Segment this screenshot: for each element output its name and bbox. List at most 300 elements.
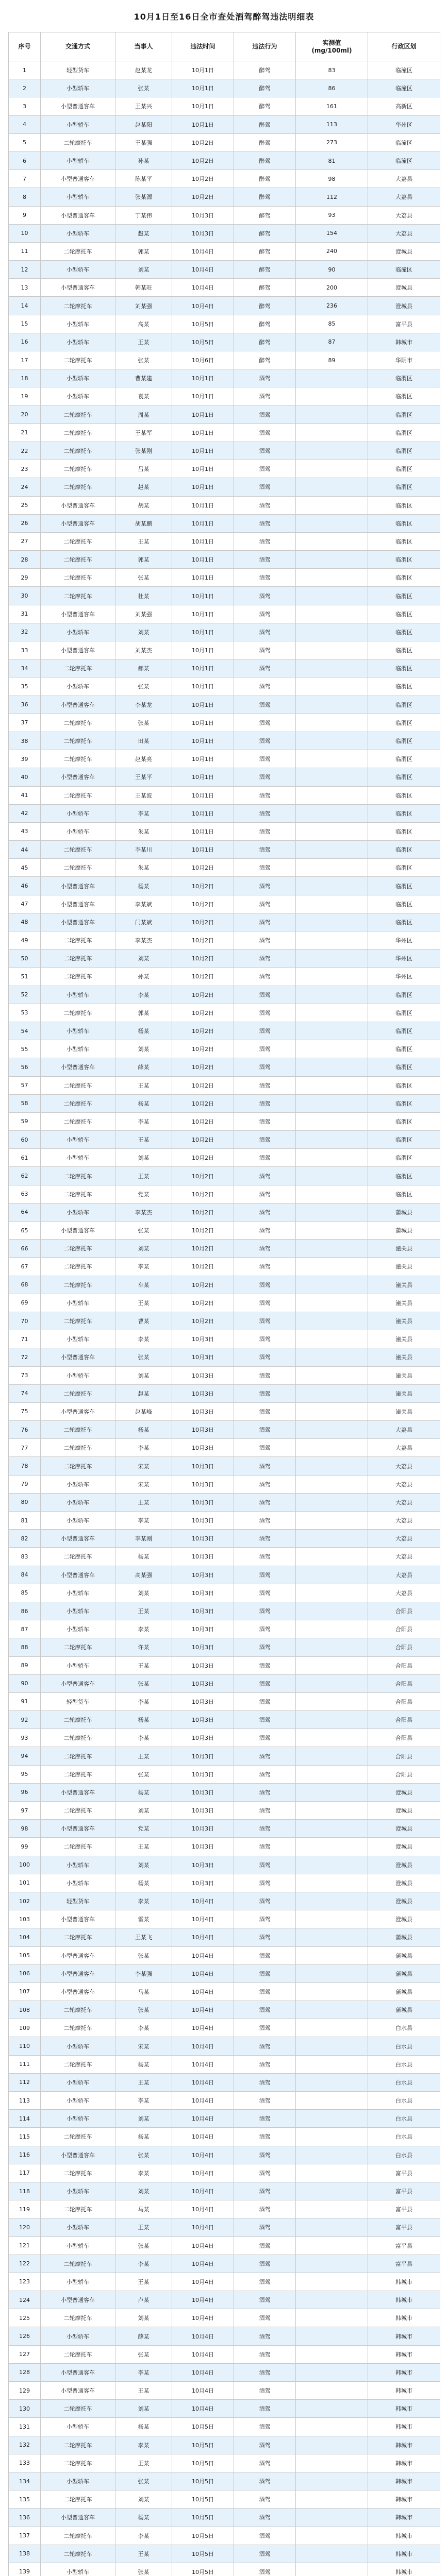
cell-vehicle-type: 小型轿车 [41,315,115,333]
cell-vehicle-type: 小型普通客车 [41,496,115,514]
table-row [9,478,440,496]
cell-district: 临渭区 [368,496,440,514]
cell-index: 99 [9,1838,41,1856]
cell-index: 48 [9,913,41,931]
cell-vehicle-type: 小型轿车 [41,387,115,405]
table-row [9,1802,440,1820]
cell-measured-value [296,768,368,786]
cell-vehicle-type: 小型普通客车 [41,1982,115,2001]
cell-vehicle-type: 二轮摩托车 [41,405,115,423]
cell-violation-time: 10月1日 [172,750,234,768]
cell-violation-time: 10月5日 [172,2472,234,2490]
cell-violation-act: 酒驾 [234,2327,296,2345]
cell-measured-value: 112 [296,188,368,206]
cell-violation-act: 酒驾 [234,750,296,768]
cell-district: 白水县 [368,2019,440,2037]
cell-district: 潼关县 [368,1240,440,1258]
cell-violation-act: 醉驾 [234,79,296,97]
cell-measured-value [296,405,368,423]
cell-violation-act: 酒驾 [234,1548,296,1566]
cell-vehicle-type: 二轮摩托车 [41,1276,115,1294]
cell-violation-time: 10月3日 [172,1330,234,1348]
cell-vehicle-type: 小型普通客车 [41,1910,115,1928]
cell-violation-act: 酒驾 [234,1112,296,1130]
cell-district: 临渭区 [368,423,440,442]
cell-party: 李某 [115,2255,172,2273]
cell-index: 35 [9,677,41,696]
cell-index: 98 [9,1820,41,1838]
cell-district: 澄城县 [368,1874,440,1892]
cell-violation-act: 酒驾 [234,1512,296,1530]
cell-measured-value [296,2563,368,2576]
cell-district: 蒲城县 [368,1928,440,1946]
cell-index: 103 [9,1910,41,1928]
cell-party: 李某 [115,1258,172,1276]
cell-violation-time: 10月4日 [172,2110,234,2128]
header-measured-value-text: 实测值 (mg/100ml) [311,39,352,54]
cell-party: 朱某 [115,822,172,840]
cell-violation-time: 10月3日 [172,1348,234,1366]
cell-measured-value [296,1457,368,1475]
cell-district: 富平县 [368,2164,440,2182]
cell-index: 101 [9,1874,41,1892]
cell-vehicle-type: 二轮摩托车 [41,551,115,569]
cell-measured-value: 236 [296,297,368,315]
cell-violation-act: 酒驾 [234,1475,296,1493]
table-row [9,1294,440,1312]
cell-vehicle-type: 二轮摩托车 [41,2200,115,2218]
cell-violation-time: 10月3日 [172,1856,234,1874]
cell-party: 王某兴 [115,97,172,115]
cell-violation-act: 酒驾 [234,1421,296,1439]
cell-vehicle-type: 小型普通客车 [41,97,115,115]
cell-party: 马某 [115,1982,172,2001]
cell-index: 88 [9,1638,41,1656]
cell-index: 129 [9,2382,41,2400]
table-row [9,986,440,1004]
cell-violation-time: 10月4日 [172,2363,234,2381]
cell-district: 白水县 [368,2073,440,2091]
cell-index: 64 [9,1203,41,1221]
cell-violation-act: 酒驾 [234,986,296,1004]
table-row [9,605,440,623]
cell-violation-time: 10月2日 [172,170,234,188]
cell-district: 临潼区 [368,79,440,97]
cell-district: 澄城县 [368,279,440,297]
cell-index: 86 [9,1602,41,1620]
table-row [9,968,440,986]
table-row [9,2436,440,2454]
cell-party: 薛某 [115,1058,172,1076]
cell-district: 临渭区 [368,877,440,895]
cell-party: 李某 [115,1439,172,1457]
table-row [9,442,440,460]
cell-violation-act: 酒驾 [234,1167,296,1185]
cell-measured-value [296,423,368,442]
cell-vehicle-type: 二轮摩托车 [41,841,115,859]
cell-vehicle-type: 小型轿车 [41,1149,115,1167]
cell-violation-act: 酒驾 [234,1330,296,1348]
cell-violation-time: 10月4日 [172,2255,234,2273]
cell-district: 潼关县 [368,1258,440,1276]
table-row [9,1004,440,1022]
cell-vehicle-type: 二轮摩托车 [41,2527,115,2545]
cell-party: 门某斌 [115,913,172,931]
cell-violation-time: 10月1日 [172,496,234,514]
cell-violation-act: 酒驾 [234,2001,296,2019]
cell-district: 合阳县 [368,1692,440,1710]
table-row [9,2019,440,2037]
cell-district: 临渭区 [368,913,440,931]
cell-party: 杨某 [115,2418,172,2436]
cell-measured-value [296,931,368,950]
cell-index: 127 [9,2345,41,2363]
cell-measured-value [296,822,368,840]
cell-index: 125 [9,2309,41,2327]
cell-violation-time: 10月2日 [172,931,234,950]
cell-measured-value [296,2110,368,2128]
cell-violation-time: 10月3日 [172,1366,234,1384]
cell-party: 赵某峰 [115,1402,172,1420]
cell-violation-act: 酒驾 [234,841,296,859]
cell-measured-value [296,1711,368,1729]
cell-party: 张某 [115,2472,172,2490]
cell-district: 临渭区 [368,804,440,822]
cell-district: 大荔县 [368,1475,440,1493]
table-row [9,1022,440,1040]
cell-measured-value [296,2001,368,2019]
cell-district: 临渭区 [368,1004,440,1022]
cell-measured-value: 200 [296,279,368,297]
cell-violation-act: 醉驾 [234,61,296,79]
cell-violation-time: 10月1日 [172,841,234,859]
table-row [9,587,440,605]
cell-violation-act: 酒驾 [234,2273,296,2291]
table-row [9,61,440,79]
cell-index: 57 [9,1076,41,1094]
cell-index: 68 [9,1276,41,1294]
cell-district: 华州区 [368,115,440,133]
cell-vehicle-type: 二轮摩托车 [41,442,115,460]
cell-vehicle-type: 轻型货车 [41,61,115,79]
cell-measured-value [296,1094,368,1112]
cell-index: 73 [9,1366,41,1384]
cell-district: 潼关县 [368,1312,440,1330]
cell-index: 45 [9,859,41,877]
cell-index: 135 [9,2490,41,2509]
table-row [9,460,440,478]
header-measured-value [296,32,368,61]
table-row [9,913,440,931]
cell-party: 王某 [115,1167,172,1185]
cell-measured-value [296,641,368,659]
cell-party: 宋某 [115,1475,172,1493]
cell-index: 75 [9,1402,41,1420]
cell-violation-act: 酒驾 [234,1964,296,1982]
cell-measured-value [296,677,368,696]
cell-measured-value [296,2527,368,2545]
cell-vehicle-type: 二轮摩托车 [41,1421,115,1439]
cell-vehicle-type: 二轮摩托车 [41,1112,115,1130]
table-row [9,1258,440,1276]
cell-violation-act: 酒驾 [234,1674,296,1692]
cell-violation-time: 10月4日 [172,1964,234,1982]
cell-party: 党某 [115,1820,172,1838]
cell-violation-act: 酒驾 [234,1711,296,1729]
cell-district: 临渭区 [368,623,440,641]
cell-measured-value [296,1022,368,1040]
cell-vehicle-type: 小型普通客车 [41,605,115,623]
cell-vehicle-type: 二轮摩托车 [41,297,115,315]
cell-violation-time: 10月3日 [172,1802,234,1820]
table-row [9,2073,440,2091]
table-row [9,2545,440,2563]
cell-district: 临渭区 [368,986,440,1004]
cell-violation-time: 10月2日 [172,1076,234,1094]
cell-violation-act: 酒驾 [234,1185,296,1203]
cell-violation-time: 10月3日 [172,1475,234,1493]
cell-party: 高某强 [115,1566,172,1584]
cell-district: 韩城市 [368,2273,440,2291]
cell-vehicle-type: 二轮摩托车 [41,750,115,768]
table-row [9,315,440,333]
cell-vehicle-type: 小型轿车 [41,1493,115,1511]
cell-measured-value [296,714,368,732]
cell-index: 121 [9,2236,41,2255]
cell-district: 蒲城县 [368,1222,440,1240]
cell-index: 113 [9,2092,41,2110]
cell-violation-time: 10月3日 [172,1729,234,1747]
table-row [9,79,440,97]
cell-vehicle-type: 小型普通客车 [41,641,115,659]
cell-party: 杜某 [115,587,172,605]
cell-index: 42 [9,804,41,822]
cell-measured-value: 161 [296,97,368,115]
cell-party: 李某龙 [115,696,172,714]
cell-measured-value [296,1366,368,1384]
cell-violation-act: 酒驾 [234,1566,296,1584]
cell-violation-time: 10月2日 [172,950,234,968]
cell-party: 张某 [115,1765,172,1783]
cell-violation-time: 10月1日 [172,623,234,641]
cell-district: 合阳县 [368,1765,440,1783]
cell-vehicle-type: 小型普通客车 [41,1530,115,1548]
cell-district: 澄城县 [368,242,440,260]
cell-party: 郭某 [115,242,172,260]
table-row [9,2418,440,2436]
cell-party: 王某 [115,1493,172,1511]
table-row [9,2055,440,2073]
cell-violation-act: 醉驾 [234,261,296,279]
cell-measured-value [296,2418,368,2436]
cell-violation-act: 酒驾 [234,822,296,840]
cell-index: 51 [9,968,41,986]
violation-table [8,32,440,2576]
table-row [9,1131,440,1149]
cell-district: 临渭区 [368,605,440,623]
cell-vehicle-type: 轻型货车 [41,1692,115,1710]
table-row [9,423,440,442]
table-row [9,768,440,786]
cell-vehicle-type: 小型普通客车 [41,1820,115,1838]
cell-party: 王某 [115,2073,172,2091]
cell-district: 白水县 [368,2110,440,2128]
cell-measured-value [296,2309,368,2327]
cell-district: 富平县 [368,2200,440,2218]
cell-measured-value [296,2273,368,2291]
cell-district: 合阳县 [368,1711,440,1729]
cell-party: 卢某 [115,2291,172,2309]
cell-violation-time: 10月3日 [172,206,234,224]
cell-index: 123 [9,2273,41,2291]
cell-measured-value [296,1964,368,1982]
cell-party: 王某 [115,1838,172,1856]
cell-vehicle-type: 二轮摩托车 [41,2001,115,2019]
table-row [9,2092,440,2110]
cell-vehicle-type: 二轮摩托车 [41,1185,115,1203]
table-row [9,1185,440,1203]
cell-district: 临潼区 [368,133,440,151]
cell-violation-time: 10月1日 [172,369,234,387]
cell-violation-act: 酒驾 [234,1149,296,1167]
cell-violation-time: 10月3日 [172,1384,234,1402]
cell-district: 临渭区 [368,478,440,496]
cell-district: 澄城县 [368,1820,440,1838]
cell-district: 韩城市 [368,2509,440,2527]
cell-measured-value [296,1548,368,1566]
cell-measured-value [296,442,368,460]
cell-violation-time: 10月3日 [172,1820,234,1838]
table-row [9,115,440,133]
cell-violation-time: 10月2日 [172,1058,234,1076]
cell-district: 蒲城县 [368,1964,440,1982]
cell-district: 临渭区 [368,1058,440,1076]
cell-measured-value [296,2545,368,2563]
table-body [9,61,440,2576]
cell-measured-value [296,659,368,677]
table-row [9,1384,440,1402]
cell-index: 63 [9,1185,41,1203]
cell-district: 韩城市 [368,2400,440,2418]
cell-vehicle-type: 小型轿车 [41,2273,115,2291]
table-row [9,2400,440,2418]
cell-party: 张某 [115,2001,172,2019]
cell-party: 杨某 [115,1548,172,1566]
cell-vehicle-type: 二轮摩托车 [41,2255,115,2273]
cell-violation-time: 10月1日 [172,79,234,97]
cell-violation-time: 10月4日 [172,2345,234,2363]
cell-measured-value [296,1747,368,1765]
cell-violation-time: 10月2日 [172,1167,234,1185]
cell-measured-value [296,2472,368,2490]
cell-index: 139 [9,2563,41,2576]
cell-violation-act: 酒驾 [234,2345,296,2363]
cell-measured-value [296,1874,368,1892]
cell-measured-value [296,1131,368,1149]
cell-party: 张某 [115,1348,172,1366]
cell-vehicle-type: 二轮摩托车 [41,351,115,369]
cell-violation-time: 10月3日 [172,1457,234,1475]
table-row [9,2490,440,2509]
cell-violation-time: 10月3日 [172,1402,234,1420]
cell-district: 韩城市 [368,2382,440,2400]
cell-measured-value [296,1330,368,1348]
table-row [9,2327,440,2345]
cell-measured-value: 86 [296,79,368,97]
header-violation-act: 违法行为 [234,32,296,61]
cell-district: 大荔县 [368,1584,440,1602]
cell-index: 18 [9,369,41,387]
cell-district: 韩城市 [368,2309,440,2327]
cell-district: 韩城市 [368,2527,440,2545]
table-row [9,224,440,242]
cell-index: 100 [9,1856,41,1874]
cell-party: 王某 [115,532,172,550]
cell-violation-time: 10月4日 [172,2200,234,2218]
table-row [9,1167,440,1185]
cell-violation-act: 酒驾 [234,859,296,877]
table-row [9,1946,440,1964]
cell-party: 丁某伟 [115,206,172,224]
cell-measured-value [296,1258,368,1276]
cell-measured-value [296,2363,368,2381]
table-row [9,1964,440,1982]
cell-index: 5 [9,133,41,151]
cell-violation-act: 酒驾 [234,2291,296,2309]
cell-measured-value [296,2436,368,2454]
table-row [9,2182,440,2200]
cell-party: 李某 [115,2164,172,2182]
cell-index: 132 [9,2436,41,2454]
cell-district: 临渭区 [368,405,440,423]
cell-measured-value [296,986,368,1004]
cell-district: 大荔县 [368,1439,440,1457]
cell-index: 36 [9,696,41,714]
cell-violation-act: 酒驾 [234,1928,296,1946]
cell-vehicle-type: 小型轿车 [41,2092,115,2110]
cell-measured-value [296,1167,368,1185]
cell-district: 临潼区 [368,261,440,279]
cell-party: 王某 [115,1747,172,1765]
cell-measured-value [296,1783,368,1801]
cell-violation-time: 10月4日 [172,2037,234,2055]
cell-violation-time: 10月2日 [172,151,234,170]
cell-measured-value [296,2236,368,2255]
cell-violation-act: 酒驾 [234,1022,296,1040]
cell-violation-act: 酒驾 [234,1982,296,2001]
cell-measured-value [296,1276,368,1294]
cell-measured-value [296,1076,368,1094]
cell-measured-value [296,460,368,478]
cell-party: 杨某 [115,1421,172,1439]
cell-district: 白水县 [368,2146,440,2164]
cell-violation-time: 10月4日 [172,2273,234,2291]
cell-district: 白水县 [368,2092,440,2110]
cell-violation-time: 10月4日 [172,279,234,297]
cell-violation-time: 10月2日 [172,1258,234,1276]
table-row [9,623,440,641]
cell-violation-act: 酒驾 [234,2110,296,2128]
cell-party: 杨某 [115,1094,172,1112]
cell-vehicle-type: 二轮摩托车 [41,1094,115,1112]
cell-index: 91 [9,1692,41,1710]
cell-index: 23 [9,460,41,478]
cell-party: 宋某 [115,1457,172,1475]
cell-violation-act: 酒驾 [234,2182,296,2200]
cell-vehicle-type: 二轮摩托车 [41,2128,115,2146]
cell-district: 大荔县 [368,1493,440,1511]
table-row [9,1366,440,1384]
